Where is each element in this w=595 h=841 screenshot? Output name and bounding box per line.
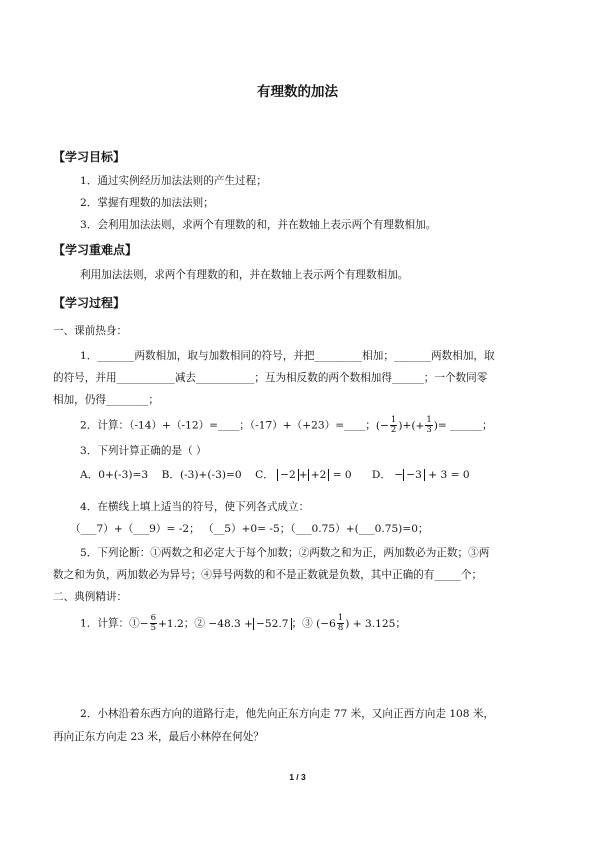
warmup-q4-expressions: （___7）+（___9）= -2； （__5）+0= -5；（___0.75）+(___0.75)=0； <box>70 523 429 535</box>
goal-item: 1．通过实例经历加法法则的产生过程； <box>80 175 267 187</box>
warmup-heading: 一、课前热身： <box>53 325 128 337</box>
warmup-q3-options <box>80 468 470 482</box>
warmup-q5-line: 5．下列论断：①两数之和必定大于每个加数；②两数之和为正，两加数必为正数；③两 <box>80 547 490 559</box>
examples-heading: 二、典例精讲： <box>53 591 128 603</box>
key-points-heading: 【学习重难点】 <box>53 243 138 257</box>
example-2-line: 再向正东方向走 23 米，最后小林停在何处？ <box>53 731 264 743</box>
goal-item: 3．会利用加法法则，求两个有理数的和，并在数轴上表示两个有理数相加。 <box>80 219 437 231</box>
q2-prefix: 2．计算：（-14）+（-12）=____；（-17）+（+23）=____； <box>80 419 376 432</box>
warmup-q1-line: 的符号，并用___________减去___________；互为相反数的两个数相加得______；一个数同零 <box>53 372 488 384</box>
q2-suffix: = ______； <box>437 419 493 432</box>
ex1-b: −48.3 + −52.7 <box>208 618 291 630</box>
option-b: B．(-3)+(-3)=0 <box>161 469 242 481</box>
example-2-line: 2．小林沿着东西方向的道路行走，他先向正东方向走 77 米，又向正西方向走 108 米， <box>80 708 495 720</box>
warmup-q4: 4．在横线上填上适当的符号，使下列各式成立： <box>80 501 310 513</box>
key-points-text: 利用加法法则，求两个有理数的和，并在数轴上表示两个有理数相加。 <box>80 269 409 281</box>
q2-fraction-a: (− $\frac{1}{2}$ ) <box>375 415 403 435</box>
option-d: D． − −3 + 3 = 0 <box>371 469 470 481</box>
option-a: A．0+(-3)=3 <box>80 469 149 481</box>
goals-heading: 【学习目标】 <box>53 150 126 164</box>
goal-item: 2．掌握有理数的加法法则； <box>80 197 214 209</box>
example-1: 1．计算：①− $\frac{6}{5}$ +1.2；② −48.3 + −52.7 ；③ (−6 $\frac{1}{8}$ ) + 3.125； <box>80 613 406 633</box>
q2-fraction-b: (+ $\frac{1}{3}$ ) <box>411 415 438 435</box>
warmup-q3: 3．下列计算正确的是（ ） <box>80 445 207 457</box>
warmup-q1-line: 相加，仍得________； <box>53 394 159 406</box>
page-title: 有理数的加法 <box>257 84 338 100</box>
ex1-c: (−6 $\frac{1}{8}$ ) + 3.125 <box>316 613 396 633</box>
option-c: C． −2 + +2 = 0 <box>255 469 352 481</box>
warmup-q5-line: 数之和为负，两加数必为异号；④异号两数的和不是正数就是负数，其中正确的有_____个； <box>53 569 483 581</box>
ex1-a: − $\frac{6}{5}$ +1.2 <box>139 613 184 633</box>
process-heading: 【学习过程】 <box>53 296 126 310</box>
warmup-q1-line: 1．_______两数相加，取与加数相同的符号，并把_________相加；_______两数相加，取 <box>80 350 495 362</box>
warmup-q2: 2．计算：（-14）+（-12）=____；（-17）+（+23）=____；(− $\frac{1}{2}$ )+(+ $\frac{1}{3}$ )= ______； <box>80 415 493 435</box>
page-number: 1 / 3 <box>289 772 306 782</box>
